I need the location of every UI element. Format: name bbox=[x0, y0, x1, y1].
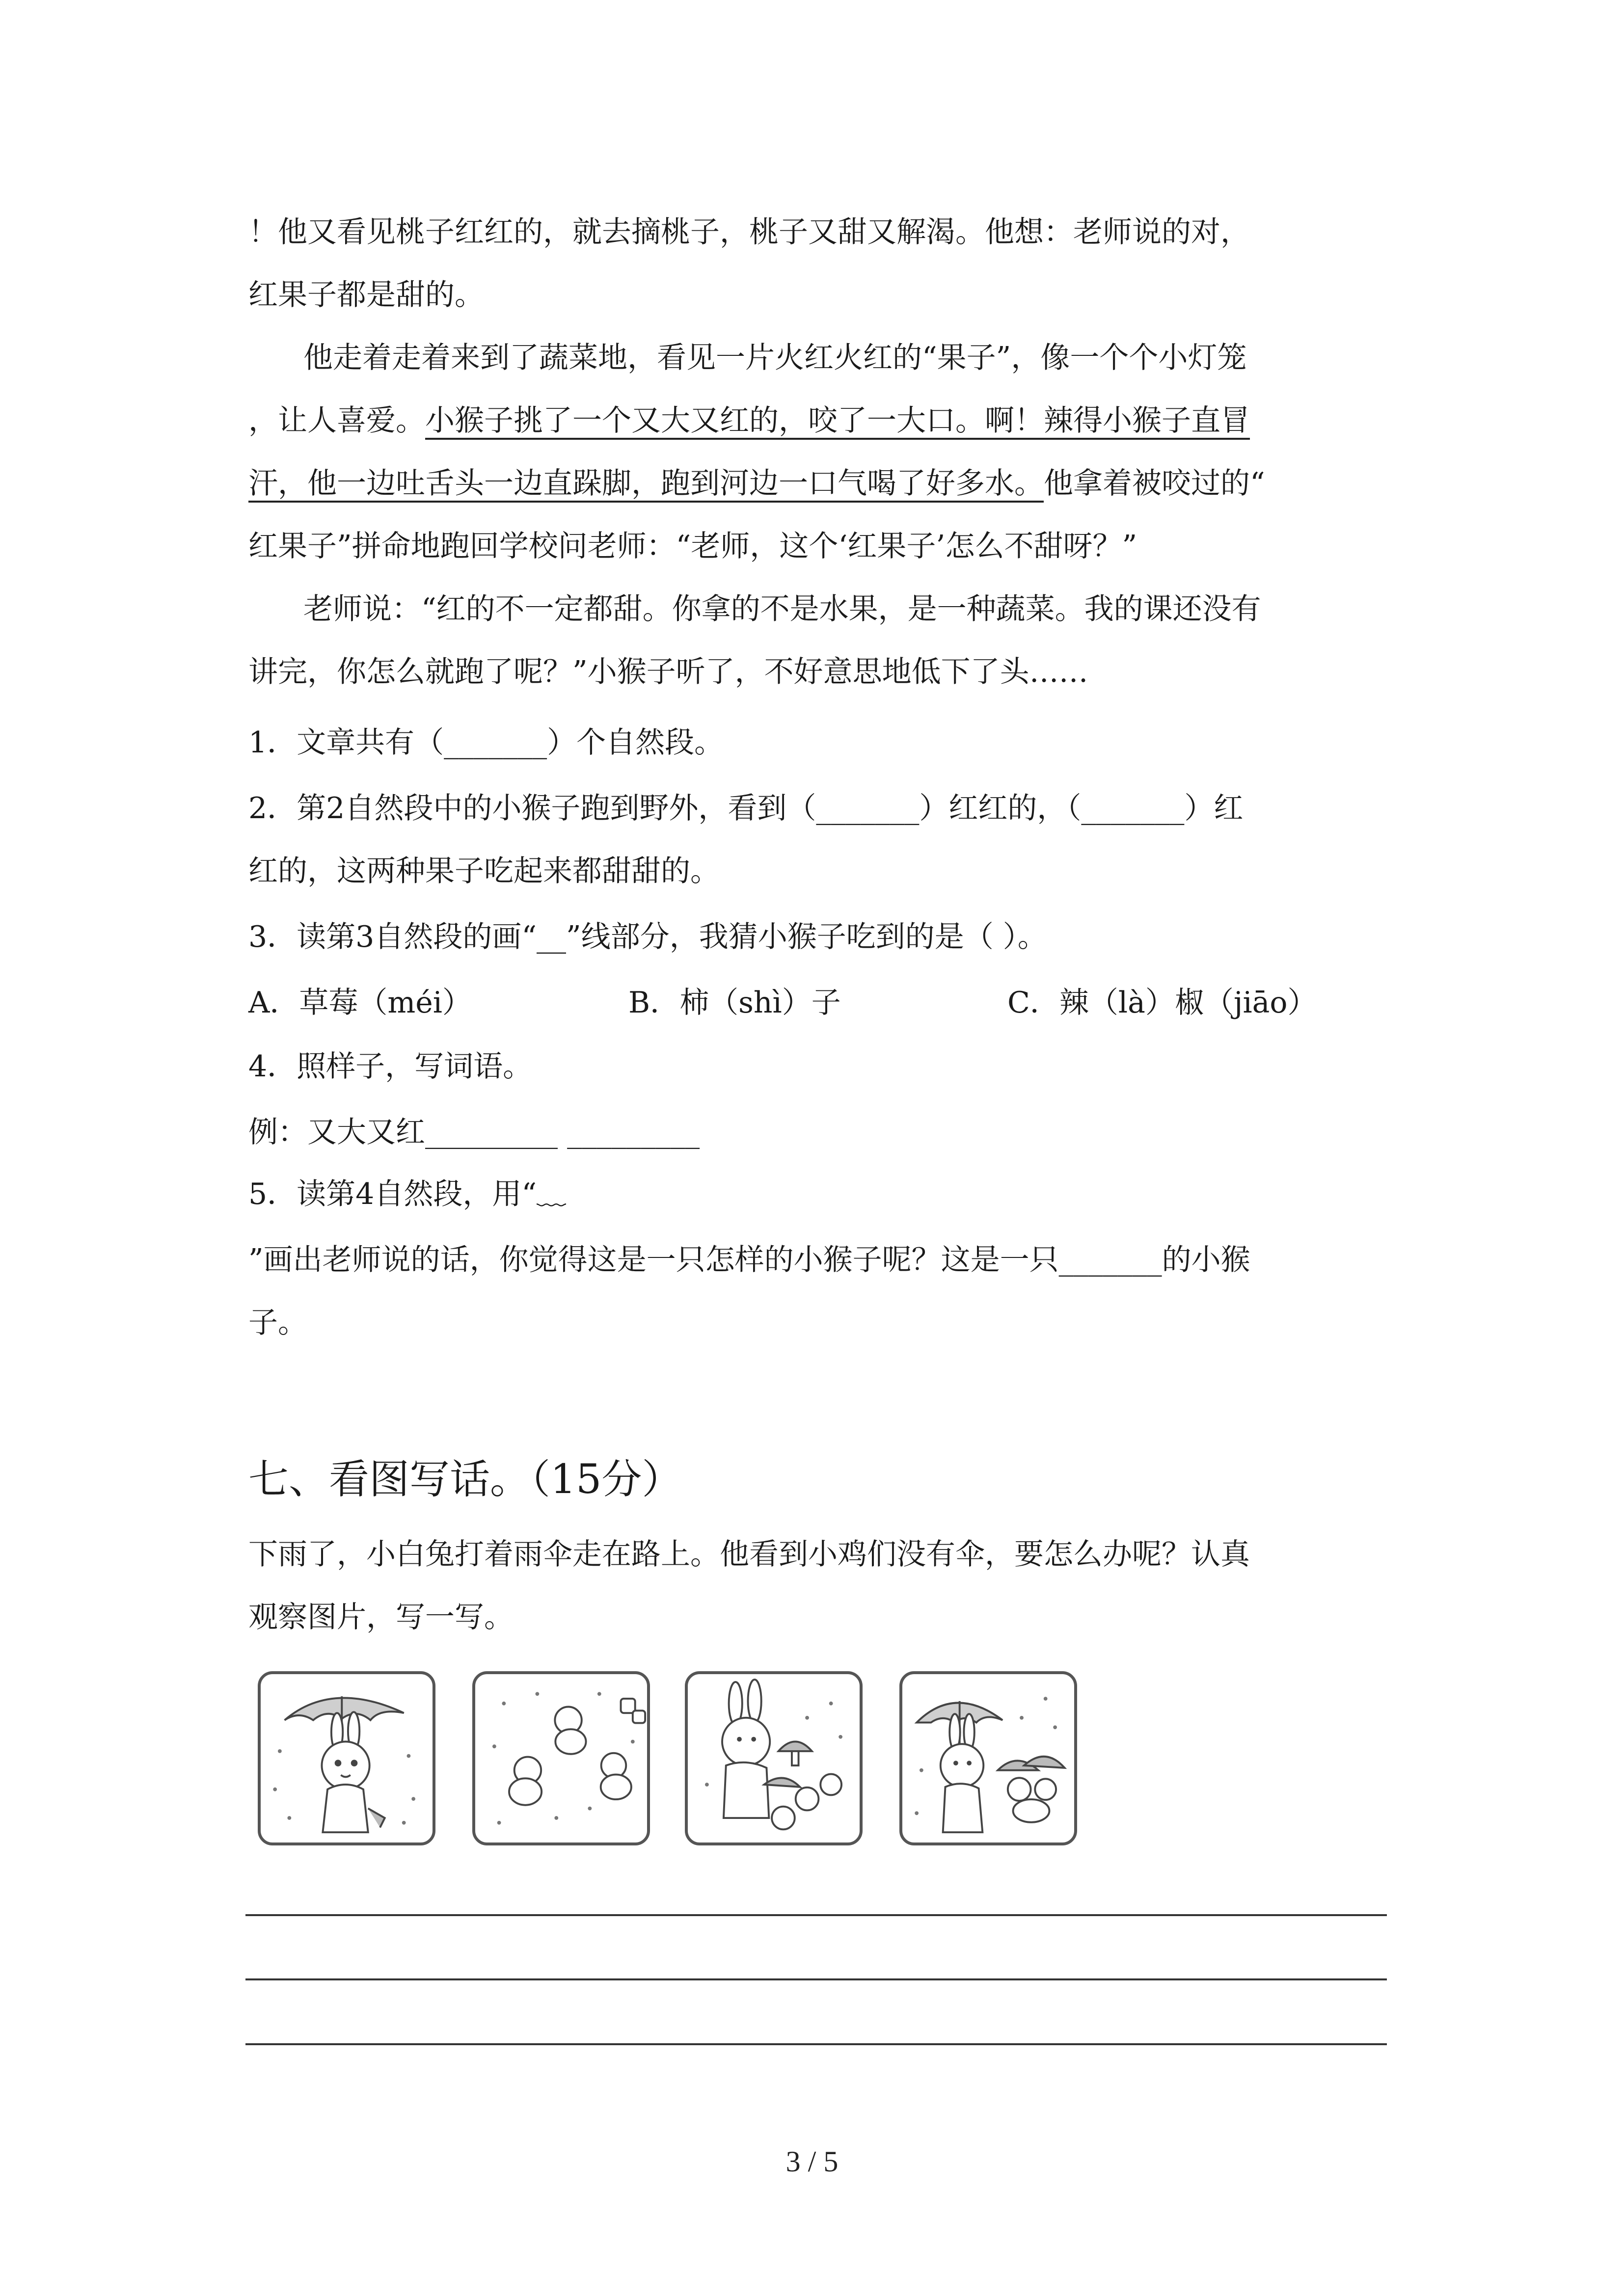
option-a: A．草莓（méi） bbox=[248, 986, 472, 1020]
underlined-sentence: 小猴子挑了一个又大又红的，咬了一大口。啊！辣得小猴子直冒 bbox=[425, 403, 1250, 440]
writing-line[interactable] bbox=[245, 1978, 1387, 1980]
passage-line bbox=[248, 464, 1265, 503]
writing-line[interactable] bbox=[245, 2043, 1387, 2045]
question-1: 1．文章共有（_______）个自然段。 bbox=[248, 725, 724, 760]
option-c: C．辣（là）椒（jiāo） bbox=[1007, 986, 1317, 1020]
passage-paragraph-start: 他走着走着来到了蔬菜地，看见一片火红火红的“果子”，像一个个小灯笼 bbox=[303, 341, 1247, 375]
chicks-illustration bbox=[475, 1674, 647, 1842]
question-2: 2．第2自然段中的小猴子跑到野外，看到（_______）红红的，（_______）红 bbox=[248, 791, 1244, 826]
chicks-in-rain-picture bbox=[472, 1671, 650, 1845]
passage-line: 红果子”拼命地跑回学校问老师：“老师，这个‘红果子’怎么不甜呀？” bbox=[248, 529, 1137, 563]
rabbit-picking-mushrooms-picture bbox=[685, 1671, 863, 1845]
page-number: 3 / 5 bbox=[785, 2145, 839, 2178]
writing-line[interactable] bbox=[245, 1914, 1387, 1916]
rabbit-mushrooms-illustration bbox=[688, 1674, 860, 1842]
rabbit-umbrella-illustration bbox=[261, 1674, 433, 1842]
question-4: 4．照样子，写词语。 bbox=[248, 1049, 533, 1084]
passage-line: 讲完，你怎么就跑了呢？”小猴子听了，不好意思地低下了头…… bbox=[248, 655, 1088, 689]
question-5: 5．读第4自然段，用“﹏ bbox=[248, 1177, 567, 1211]
passage-text: 他拿着被咬过的“ bbox=[1044, 466, 1265, 501]
question-5-continued: ”画出老师说的话，你觉得这是一只怎样的小猴子呢？这是一只_______的小猴 bbox=[248, 1243, 1250, 1277]
passage-line: 红果子都是甜的。 bbox=[248, 278, 484, 312]
writing-prompt: 观察图片，写一写。 bbox=[248, 1600, 514, 1634]
section-7-title: 七、看图写话。（15分） bbox=[248, 1456, 682, 1503]
underlined-sentence: 汗，他一边吐舌头一边直跺脚，跑到河边一口气喝了好多水。 bbox=[248, 466, 1044, 503]
option-b: B．柿（shì）子 bbox=[628, 986, 841, 1020]
writing-prompt: 下雨了，小白兔打着雨伞走在路上。他看到小鸡们没有伞，要怎么办呢？认真 bbox=[248, 1537, 1250, 1572]
rabbit-chicks-mushroom-illustration bbox=[902, 1674, 1074, 1842]
question-3: 3．读第3自然段的画“__”线部分，我猜小猴子吃到的是（ ）。 bbox=[248, 920, 1047, 954]
passage-line: ！他又看见桃子红红的，就去摘桃子，桃子又甜又解渴。他想：老师说的对， bbox=[248, 215, 1250, 249]
rabbit-sharing-mushroom-umbrellas-picture bbox=[899, 1671, 1077, 1845]
question-2-continued: 红的，这两种果子吃起来都甜甜的。 bbox=[248, 854, 720, 888]
rabbit-with-umbrella-picture bbox=[258, 1671, 435, 1845]
passage-paragraph-start: 老师说：“红的不一定都甜。你拿的不是水果，是一种蔬菜。我的课还没有 bbox=[303, 592, 1261, 626]
passage-line bbox=[248, 401, 1250, 440]
question-4-example: 例：又大又红_________ _________ bbox=[248, 1115, 700, 1149]
passage-text: ，让人喜爱。 bbox=[248, 403, 425, 438]
question-5-end: 子。 bbox=[248, 1306, 307, 1340]
